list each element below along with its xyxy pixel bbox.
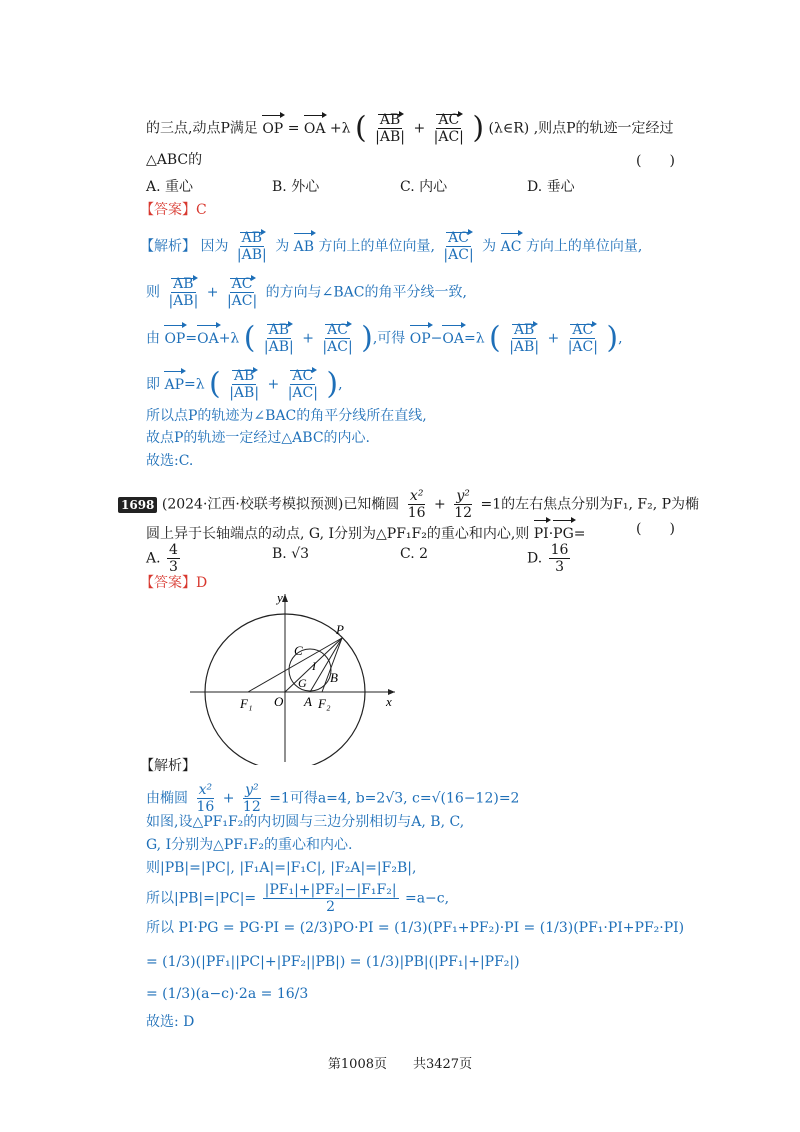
option-d	[527, 542, 572, 575]
frac-num: AB	[513, 322, 535, 338]
frac-den: 2	[326, 899, 336, 915]
frac-num: AB	[173, 276, 194, 292]
frac-num: AC	[572, 322, 594, 338]
prev-analysis-7: 故选:C.	[146, 453, 194, 469]
frac-num: AC	[438, 112, 460, 128]
frac-den: |AB|	[509, 339, 540, 355]
text: 的方向与∠BAC的角平分线一致,	[265, 284, 467, 301]
paren-right: )	[361, 320, 373, 356]
answer-value: C	[196, 202, 207, 218]
frac-num: y²	[245, 782, 259, 798]
text: 方向上的单位向量,	[318, 238, 435, 255]
paren-left: (	[354, 110, 367, 146]
text: 为	[275, 238, 290, 255]
vector-op: OP	[164, 323, 185, 349]
fraction-y2-12	[241, 782, 263, 815]
frac-den: |AB|	[263, 339, 294, 355]
q1698-analysis-3: G, I分别为△PF₁F₂的重心和内心.	[146, 837, 353, 853]
vector-oa: OA	[304, 113, 326, 139]
label-i: I	[312, 659, 316, 673]
option-b: B. √3	[272, 546, 310, 562]
question-number: 1698	[118, 497, 157, 513]
answer-label: 【答案】	[140, 202, 196, 218]
fraction-ab	[227, 368, 261, 401]
text: 圆上异于长轴端点的动点, G, I分别为△PF₁F₂的重心和内心,则	[146, 526, 530, 542]
option-a	[146, 542, 182, 575]
label-p: P	[336, 622, 344, 637]
y-axis-arrow	[282, 594, 288, 602]
frac-num: AC	[292, 368, 314, 384]
text: 即	[146, 376, 160, 393]
prev-answer	[140, 200, 207, 220]
text: =	[287, 120, 300, 137]
text: +	[413, 120, 426, 137]
text: 方向上的单位向量,	[525, 238, 643, 255]
text: +	[547, 330, 560, 347]
fraction-x2-16	[406, 488, 428, 521]
text: =1的左右焦点分别为F₁, F₂, P为椭	[480, 496, 700, 513]
label-f2: F₂	[318, 696, 331, 711]
vector-ac: AC	[501, 231, 522, 257]
text: +λ	[218, 330, 240, 347]
answer-label: 【答案】	[140, 575, 196, 591]
frac-num: y²	[456, 488, 470, 504]
q1698-analysis-1	[146, 782, 519, 815]
vector-op: OP	[262, 113, 283, 139]
frac-num: AC	[448, 230, 469, 246]
q1698-line1	[118, 488, 699, 521]
option-label: A.	[146, 550, 161, 567]
analysis-label: 【解析】	[140, 758, 196, 774]
question-source: (2024·江西·校联考模拟预测)	[161, 496, 344, 513]
vector-pi: PI	[534, 518, 549, 544]
frac-num: AB	[268, 322, 290, 338]
fraction-ab	[262, 322, 296, 355]
q1698-analysis-label	[140, 756, 196, 776]
q1698-line2	[146, 518, 586, 544]
vector-ab: AB	[294, 231, 314, 257]
fraction-ab	[507, 322, 541, 355]
fraction-ac	[566, 322, 600, 355]
option-c: C. 内心	[400, 179, 448, 195]
frac-den: |AC|	[226, 293, 258, 309]
text: +	[206, 284, 219, 301]
label-c: C	[294, 643, 303, 658]
prev-analysis-2	[146, 276, 467, 309]
q1698-analysis-8: = (1/3)(a−c)·2a = 16/3	[146, 986, 309, 1002]
option-d: D. 垂心	[527, 179, 575, 195]
option-a: A. 重心	[146, 179, 194, 195]
label-y: y	[277, 590, 283, 605]
text: ,可得	[372, 330, 406, 347]
frac-den: 12	[242, 799, 261, 815]
q1698-analysis-6: 所以 PI·PG = PG·PI = (2/3)PO·PI = (1/3)(PF₁+PF₂)·PI = (1/3)(PF₁·PI+PF₂·PI)	[146, 920, 685, 936]
answer-value: D	[196, 575, 208, 591]
q1698-analysis-4: 则|PB|=|PC|, |F₁A|=|F₁C|, |F₂A|=|F₂B|,	[146, 860, 417, 876]
paren-left: (	[243, 320, 256, 356]
fraction	[549, 542, 571, 575]
text: +	[222, 790, 235, 807]
fraction-y2-12	[452, 488, 474, 521]
fraction	[263, 882, 399, 915]
fraction-ab	[235, 230, 269, 263]
label-g: G	[298, 676, 307, 690]
text: ,则点P的轨迹一定经过	[533, 120, 674, 137]
frac-num: AC	[231, 276, 253, 292]
paren-left: (	[209, 366, 221, 402]
text: 由椭圆	[146, 790, 188, 807]
ellipse-figure	[190, 590, 410, 765]
frac-den: |AB|	[229, 385, 260, 401]
fraction-ac	[432, 112, 466, 145]
text: 的三点,动点P满足	[146, 120, 258, 137]
text: =a−c,	[404, 890, 450, 907]
vector-oa: OA	[442, 323, 464, 349]
text: ,	[618, 330, 623, 347]
frac-den: |AC|	[567, 339, 598, 355]
q1698-analysis-9: 故选: D	[146, 1014, 195, 1030]
text: 为	[482, 238, 497, 255]
label-f1: F₁	[240, 696, 253, 711]
fraction	[167, 542, 180, 575]
text: (λ∈R)	[488, 120, 530, 137]
fraction-ac	[320, 322, 354, 355]
lambda: λ	[475, 330, 485, 347]
text: +	[434, 496, 446, 513]
frac-num: x²	[409, 488, 424, 504]
frac-num: AB	[241, 230, 263, 246]
answer-paren: ( )	[636, 521, 675, 537]
text: =	[185, 330, 198, 347]
option-b: B. 外心	[272, 179, 320, 195]
frac-den: |AC|	[287, 385, 318, 401]
text: =	[573, 526, 586, 542]
prev-analysis-6: 故点P的轨迹一定经过△ABC的内心.	[146, 430, 371, 446]
option-c: C. 2	[400, 546, 429, 562]
frac-num: AB	[233, 368, 255, 384]
text: +	[267, 376, 280, 393]
frac-den: |AC|	[322, 339, 353, 355]
page-footer: 第1008页 共3427页	[327, 1057, 473, 1072]
prev-line2: △ABC的	[146, 152, 203, 168]
label-x: x	[386, 694, 392, 709]
frac-num: AC	[327, 322, 348, 338]
option-label: D.	[527, 550, 543, 567]
q1698-analysis-2: 如图,设△PF₁F₂的内切圆与三边分别相切与A, B, C,	[146, 814, 465, 830]
text: ,	[338, 376, 343, 393]
frac-num: 16	[550, 542, 569, 558]
paren-right: )	[606, 320, 619, 356]
text: =1可得a=4, b=2√3, c=√(16−12)=2	[269, 790, 520, 807]
analysis-label: 【解析】	[140, 238, 196, 255]
text: 由	[146, 330, 160, 347]
frac-num: 4	[169, 542, 178, 558]
prev-analysis-5: 所以点P的轨迹为∠BAC的角平分线所在直线,	[146, 408, 427, 424]
fraction-x2-16	[194, 782, 216, 815]
text: =	[463, 330, 476, 347]
frac-num: |PF₁|+|PF₂|−|F₁F₂|	[264, 882, 397, 898]
prev-analysis-4	[146, 368, 343, 401]
frac-den: 16	[196, 799, 215, 815]
text: +λ	[329, 120, 351, 137]
vector-ap: AP	[164, 369, 184, 395]
frac-den: 16	[407, 505, 426, 521]
vector-oa: OA	[197, 323, 219, 349]
frac-den: |AB|	[236, 247, 267, 263]
text: ·	[548, 526, 554, 542]
frac-den: |AC|	[443, 247, 474, 263]
label-a: A	[304, 694, 312, 709]
text: 已知椭圆	[343, 496, 400, 513]
paren-right: )	[326, 366, 339, 402]
label-o: O	[274, 694, 284, 709]
answer-paren: ( )	[636, 153, 675, 169]
paren-left: (	[489, 320, 501, 356]
frac-num: x²	[198, 782, 213, 798]
frac-den: |AB|	[168, 293, 199, 309]
prev-analysis-3	[146, 322, 623, 355]
vector-op: OP	[410, 323, 431, 349]
fraction-ac	[441, 230, 475, 263]
paren-right: )	[472, 110, 485, 146]
frac-num: AB	[379, 112, 401, 128]
prev-analysis-1	[140, 230, 642, 263]
frac-den: |AC|	[433, 129, 464, 145]
text: −	[430, 330, 443, 347]
fraction-ab	[373, 112, 407, 145]
frac-den: 12	[454, 505, 473, 521]
frac-den: 3	[555, 559, 565, 575]
fraction-ab	[166, 276, 200, 309]
q1698-analysis-7: = (1/3)(|PF₁||PC|+|PF₂||PB|) = (1/3)|PB|(|PF₁|+|PF₂|)	[146, 954, 520, 970]
q1698-analysis-5	[146, 882, 449, 915]
text: =λ	[183, 376, 205, 393]
fraction-ac	[286, 368, 320, 401]
fraction-ac	[225, 276, 259, 309]
text: +	[302, 330, 314, 347]
label-b: B	[330, 670, 338, 685]
frac-den: |AB|	[375, 129, 405, 145]
vector-pg: PG	[553, 518, 574, 544]
text: 所以|PB|=|PC|=	[146, 890, 257, 907]
prev-line1	[146, 112, 674, 145]
frac-den: 3	[169, 559, 178, 575]
text: 则	[146, 284, 160, 301]
text: 因为	[200, 238, 229, 255]
